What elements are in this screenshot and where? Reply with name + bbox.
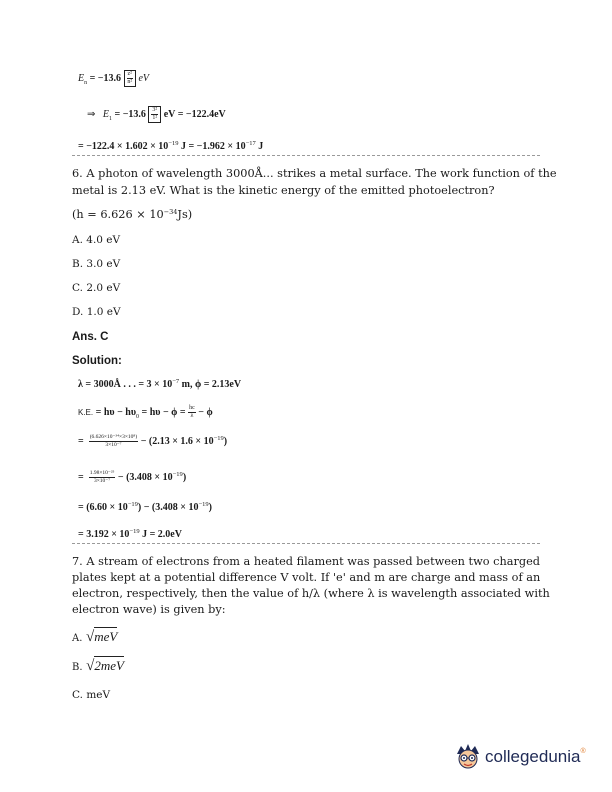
question-7-line-1: 7. A stream of electrons from a heated filament was passed between two charged bbox=[72, 555, 541, 568]
solution-line-2: K.E. = $h\upsilon - h\upsilon_0 = h\upsilon - \phi$ = $\frac{hc}{\lambda}$ − ϕ bbox=[78, 405, 213, 420]
question-7-line-3: electron, respectively, then the value of h/λ (where λ is wavelength associated with bbox=[72, 587, 550, 600]
solution-label: Solution: bbox=[72, 355, 122, 367]
brand-name: collegedunia bbox=[485, 747, 581, 766]
divider bbox=[72, 543, 540, 544]
solution-line-6: = $3.192 \times 10^{-19}$ J = 2.0eV bbox=[78, 528, 182, 540]
question-6-line-2: metal is 2.13 eV. What is the kinetic energy of the emitted photoelectron? bbox=[72, 184, 495, 197]
solution-line-1: λ = 3000Å . . . = $3 \times 10^{-7}$ m, ϕ = 2.13eV bbox=[78, 378, 242, 390]
solution-line-3: = $\frac{\text{(6.626×10⁻³⁴×3×10⁸)}}{\text{3×10⁻⁷}}$ − $(2.13 \times 1.6 \times 10^{-19})$ bbox=[78, 434, 228, 448]
brand-suffix: ® bbox=[580, 748, 586, 755]
sqrt-expression: 2meV bbox=[94, 658, 124, 673]
question-7-line-4: electron wave) is given by: bbox=[72, 603, 226, 616]
equation-en: $E_n = -13.6$ $\frac{\text{z²}}{\text{n²}}$ eV bbox=[78, 71, 150, 86]
answer: Ans. C bbox=[72, 331, 109, 343]
solution-line-4: = $\frac{\text{1.98×10⁻²⁵}}{\text{3×10⁻⁷}}$ − $(3.408 \times 10^{-19})$ bbox=[78, 470, 187, 484]
solution-line-5: = $(6.60 \times 10^{-19}) - (3.408 \times 10^{-19})$ bbox=[78, 501, 212, 513]
question-6-line-1: 6. A photon of wavelength 3000Å... strikes a metal surface. The work function of the bbox=[72, 167, 557, 180]
q7-option-b: B. √2meV bbox=[72, 658, 124, 674]
collegedunia-logo bbox=[453, 742, 586, 772]
option-a: A. 4.0 eV bbox=[72, 234, 121, 246]
question-7-line-2: plates kept at a potential difference V volt. If 'e' and m are charge and mass of an bbox=[72, 571, 541, 584]
mascot-icon bbox=[453, 742, 483, 772]
question-6-given: $(h = 6.626 \times 10^{-34}Js)$ bbox=[72, 208, 193, 221]
q7-option-c: C. meV bbox=[72, 689, 111, 701]
option-c: C. 2.0 eV bbox=[72, 282, 121, 294]
sqrt-expression: meV bbox=[94, 629, 118, 644]
option-b: B. 3.0 eV bbox=[72, 258, 121, 270]
equation-joule: = $-122.4 \times 1.602 \times 10^{-19}$ $J = -1.962 \times 10^{-17}$ J bbox=[78, 140, 264, 152]
q7-option-a: A. √meV bbox=[72, 629, 118, 645]
divider bbox=[72, 155, 540, 156]
option-d: D. 1.0 eV bbox=[72, 306, 121, 318]
equation-e1: ⇒ $E_1 = -13.6$ $\frac{\text{3²}}{\text{1²}}$ eV = −122.4eV bbox=[87, 107, 226, 122]
